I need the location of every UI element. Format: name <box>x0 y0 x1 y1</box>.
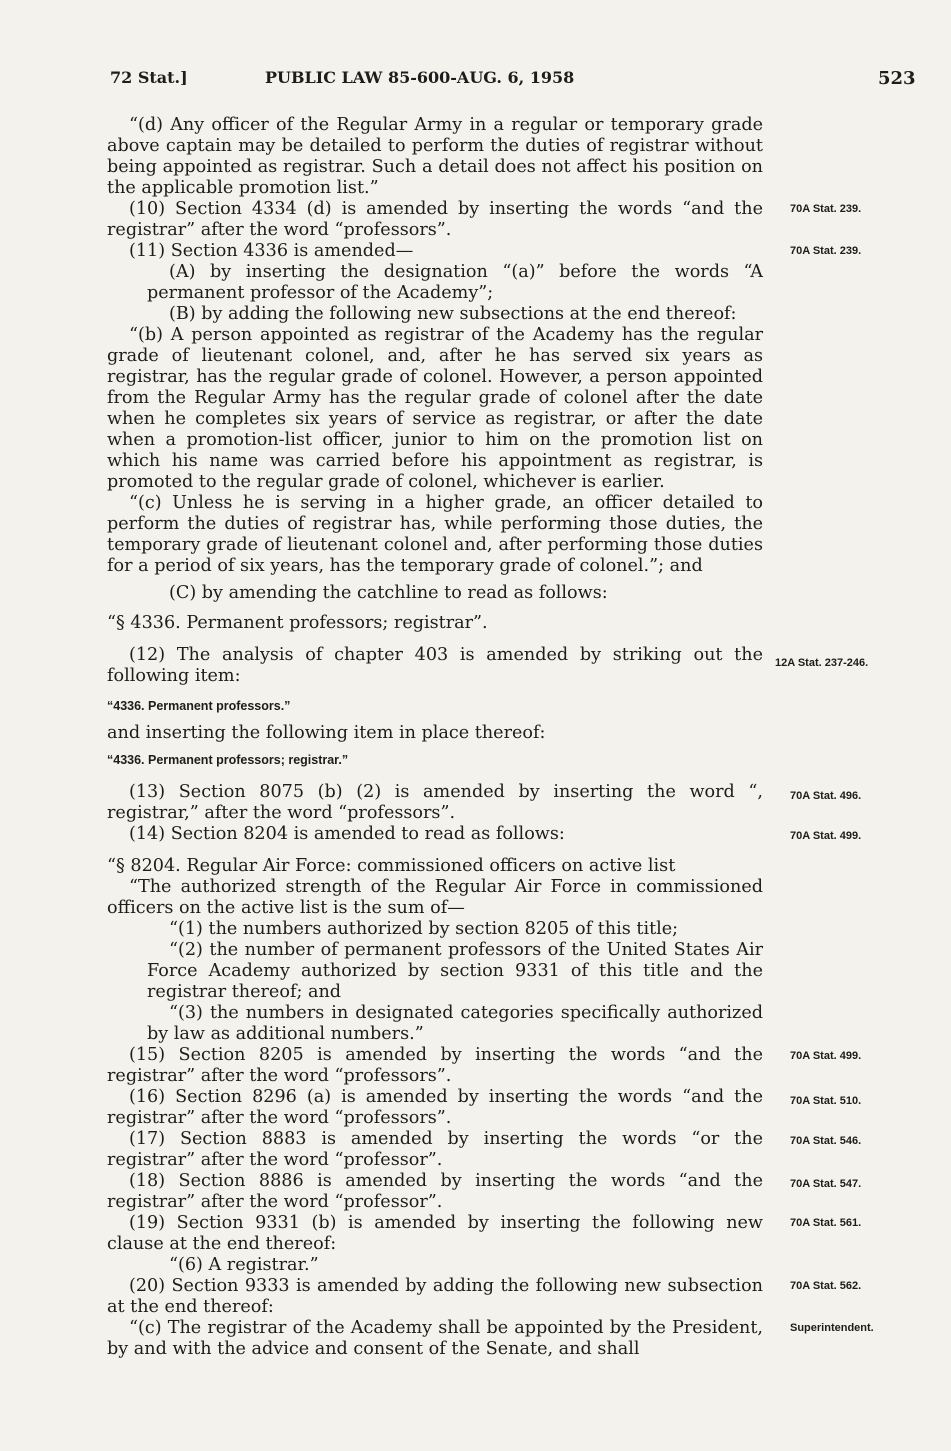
margin-note-12: Superintendent. <box>790 1322 874 1334</box>
margin-note-10: 70A Stat. 561. <box>790 1217 862 1229</box>
clause-3: “(3) the numbers in designated categories specifically authorized by law as additional numbers.” <box>147 1003 763 1044</box>
paragraph-16: (16) Section 8296 (a) is amended by inserting the words “and the registrar” after the word “professors”. <box>107 1087 763 1128</box>
paragraph-19: (19) Section 9331 (b) is amended by inserting the following new clause at the end thereof: <box>107 1213 763 1254</box>
body-text <box>107 115 763 1360</box>
margin-note-11: 70A Stat. 562. <box>790 1280 862 1292</box>
paragraph-13: (13) Section 8075 (b) (2) is amended by inserting the word “, registrar,” after the word “professors”. <box>107 782 763 823</box>
margin-note-9: 70A Stat. 547. <box>790 1178 862 1190</box>
margin-note-5: 70A Stat. 499. <box>790 830 862 842</box>
margin-note-1: 70A Stat. 239. <box>790 203 862 215</box>
paragraph-c-superintendent: “(c) The registrar of the Academy shall be appointed by the President, by and with the advice and consent of the Senate, and shall <box>107 1318 763 1359</box>
margin-note-2: 70A Stat. 239. <box>790 245 862 257</box>
running-head-title: PUBLIC LAW 85-600-AUG. 6, 1958 <box>265 68 575 87</box>
inserted-item: “4336. Permanent professors; registrar.” <box>107 753 349 767</box>
paragraph-b-registrar-grade: “(b) A person appointed as registrar of the Academy has the regular grade of lieutenant colonel, and, after he has served six years as registrar, has the regular grade of colonel. However, a person appointed from the Regular Army has the regular grade of colonel after the date when he completes six years of service as registrar, or after the date when a promotion-list officer, junior to him on the promotion list on which his name was carried before his appointment as registrar, is promoted to the regular grade of colonel, whichever is earlier. <box>107 325 763 492</box>
paragraph-11-c: (C) by amending the catchline to read as follows: <box>169 583 608 603</box>
struck-item: “4336. Permanent professors.” <box>107 699 291 713</box>
running-head-volume: 72 Stat.] <box>110 68 188 87</box>
paragraph-14: (14) Section 8204 is amended to read as follows: <box>129 824 565 844</box>
insert-phrase: and inserting the following item in place thereof: <box>107 723 546 743</box>
margin-note-3: 12A Stat. 237-246. <box>775 657 869 669</box>
clause-2: “(2) the number of permanent professors of the United States Air Force Academy authorized by section 9331 of this title and the registrar thereof; and <box>147 940 763 1002</box>
paragraph-18: (18) Section 8886 is amended by inserting the words “and the registrar” after the word “professor”. <box>107 1171 763 1212</box>
paragraph-11-a: (A) by inserting the designation “(a)” before the words “A permanent professor of the Academy”; <box>147 262 763 303</box>
catchline-4336: “§ 4336. Permanent professors; registrar”. <box>107 613 488 633</box>
clause-6: “(6) A registrar.” <box>169 1255 319 1275</box>
paragraph-20: (20) Section 9333 is amended by adding the following new subsection at the end thereof: <box>107 1276 763 1317</box>
margin-note-4: 70A Stat. 496. <box>790 790 862 802</box>
margin-note-7: 70A Stat. 510. <box>790 1095 862 1107</box>
paragraph-11: (11) Section 4336 is amended— <box>129 241 414 261</box>
paragraph-d-detail: “(d) Any officer of the Regular Army in a regular or temporary grade above captain may be detailed to perform the duties of registrar without being appointed as registrar. Such a detail does not affect his position on the applicable promotion list.” <box>107 115 763 198</box>
paragraph-10: (10) Section 4334 (d) is amended by inserting the words “and the registrar” after the word “professors”. <box>107 199 763 240</box>
clause-1: “(1) the numbers authorized by section 8205 of this title; <box>169 919 679 939</box>
paragraph-15: (15) Section 8205 is amended by inserting the words “and the registrar” after the word “professors”. <box>107 1045 763 1086</box>
section-8204-intro: “The authorized strength of the Regular Air Force in commissioned officers on the active list is the sum of— <box>107 877 763 918</box>
margin-note-8: 70A Stat. 546. <box>790 1135 862 1147</box>
page-number: 523 <box>878 68 916 89</box>
paragraph-11-b: (B) by adding the following new subsections at the end thereof: <box>169 304 737 324</box>
section-8204-heading: “§ 8204. Regular Air Force: commissioned officers on active list <box>107 856 676 876</box>
paragraph-12: (12) The analysis of chapter 403 is amended by striking out the following item: <box>107 645 763 686</box>
paragraph-c-temporary-grade: “(c) Unless he is serving in a higher grade, an officer detailed to perform the duties of registrar has, while performing those duties, the temporary grade of lieutenant colonel and, after performing those duties for a period of six years, has the temporary grade of colonel.”; and <box>107 493 763 576</box>
paragraph-17: (17) Section 8883 is amended by inserting the words “or the registrar” after the word “professor”. <box>107 1129 763 1170</box>
margin-note-6: 70A Stat. 499. <box>790 1050 862 1062</box>
